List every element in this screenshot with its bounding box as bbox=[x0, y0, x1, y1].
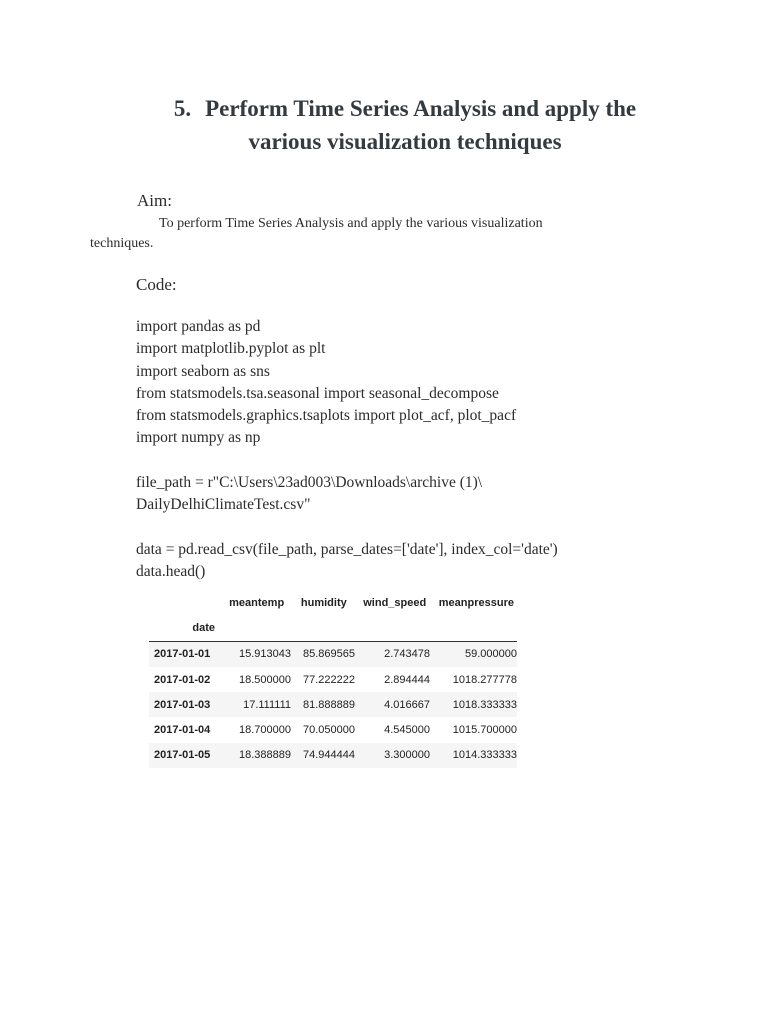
heading-number: 5. bbox=[173, 96, 192, 121]
column-header-meanpressure: meanpressure bbox=[438, 596, 514, 609]
aim-label: Aim: bbox=[137, 191, 172, 210]
table-cell: 4.016667 bbox=[384, 698, 430, 711]
row-index: 2017-01-02 bbox=[154, 673, 211, 686]
table-header-row bbox=[149, 590, 517, 615]
code-line: import seaborn as sns bbox=[136, 362, 270, 380]
heading-title-line-1: Perform Time Series Analysis and apply the bbox=[205, 96, 637, 121]
code-line: import numpy as np bbox=[136, 429, 261, 447]
code-line bbox=[136, 517, 656, 539]
dataframe-table bbox=[149, 590, 517, 768]
table-cell: 1015.700000 bbox=[452, 724, 517, 737]
table-cell: 81.888889 bbox=[303, 698, 355, 711]
index-name: date bbox=[192, 621, 215, 634]
table-body bbox=[149, 642, 517, 768]
table-cell: 17.111111 bbox=[243, 698, 291, 711]
table-cell: 74.944444 bbox=[303, 749, 355, 762]
table-row bbox=[149, 642, 517, 667]
table-cell: 85.869565 bbox=[303, 648, 355, 661]
code-line: DailyDelhiClimateTest.csv" bbox=[136, 496, 311, 514]
row-index: 2017-01-03 bbox=[154, 698, 211, 711]
table-cell: 2.894444 bbox=[384, 673, 430, 686]
table-cell: 2.743478 bbox=[384, 648, 430, 661]
code-line: import pandas as pd bbox=[136, 318, 261, 335]
row-index: 2017-01-05 bbox=[154, 749, 211, 762]
column-header-humidity: humidity bbox=[300, 596, 347, 609]
column-header-wind-speed: wind_speed bbox=[363, 596, 427, 609]
page-heading bbox=[150, 92, 660, 158]
code-line bbox=[136, 450, 656, 472]
column-header-meantemp: meantemp bbox=[229, 596, 285, 609]
table-row bbox=[149, 743, 517, 768]
table-cell: 3.300000 bbox=[384, 749, 430, 762]
code-line: from statsmodels.graphics.tsaplots import plot_acf, plot_pacf bbox=[136, 407, 517, 425]
table-row bbox=[149, 717, 517, 742]
table-cell: 59.000000 bbox=[465, 648, 517, 661]
aim-text: To perform Time Series Analysis and apply the various visualization techniques. bbox=[90, 216, 543, 251]
table-cell: 4.545000 bbox=[384, 724, 430, 737]
code-line: import matplotlib.pyplot as plt bbox=[136, 340, 326, 358]
table-cell: 1018.333333 bbox=[452, 698, 517, 711]
code-line: data.head() bbox=[136, 563, 206, 581]
table-cell: 77.222222 bbox=[303, 673, 355, 686]
code-line: from statsmodels.tsa.seasonal import seasonal_decompose bbox=[136, 384, 499, 402]
code-label: Code: bbox=[136, 275, 177, 294]
table-index-name-row bbox=[149, 615, 517, 641]
table-cell: 18.388889 bbox=[239, 749, 291, 762]
row-index: 2017-01-04 bbox=[154, 724, 211, 737]
code-line: file_path = r"C:\Users\23ad003\Downloads\archive (1)\ bbox=[136, 474, 483, 492]
table-cell: 70.050000 bbox=[303, 724, 355, 737]
code-line: data = pd.read_csv(file_path, parse_dates=['date'], index_col='date') bbox=[136, 540, 558, 558]
row-index: 2017-01-01 bbox=[154, 648, 211, 661]
table-cell: 18.700000 bbox=[239, 724, 291, 737]
table-row bbox=[149, 692, 517, 717]
heading-line-1 bbox=[150, 92, 660, 125]
table-cell: 1014.333333 bbox=[452, 749, 517, 762]
table-cell: 15.913043 bbox=[239, 648, 291, 661]
table-row bbox=[149, 667, 517, 692]
table-cell: 1018.277778 bbox=[452, 673, 517, 686]
heading-title-line-2: various visualization techniques bbox=[248, 129, 562, 154]
table-cell: 18.500000 bbox=[239, 673, 291, 686]
code-block bbox=[136, 316, 656, 584]
